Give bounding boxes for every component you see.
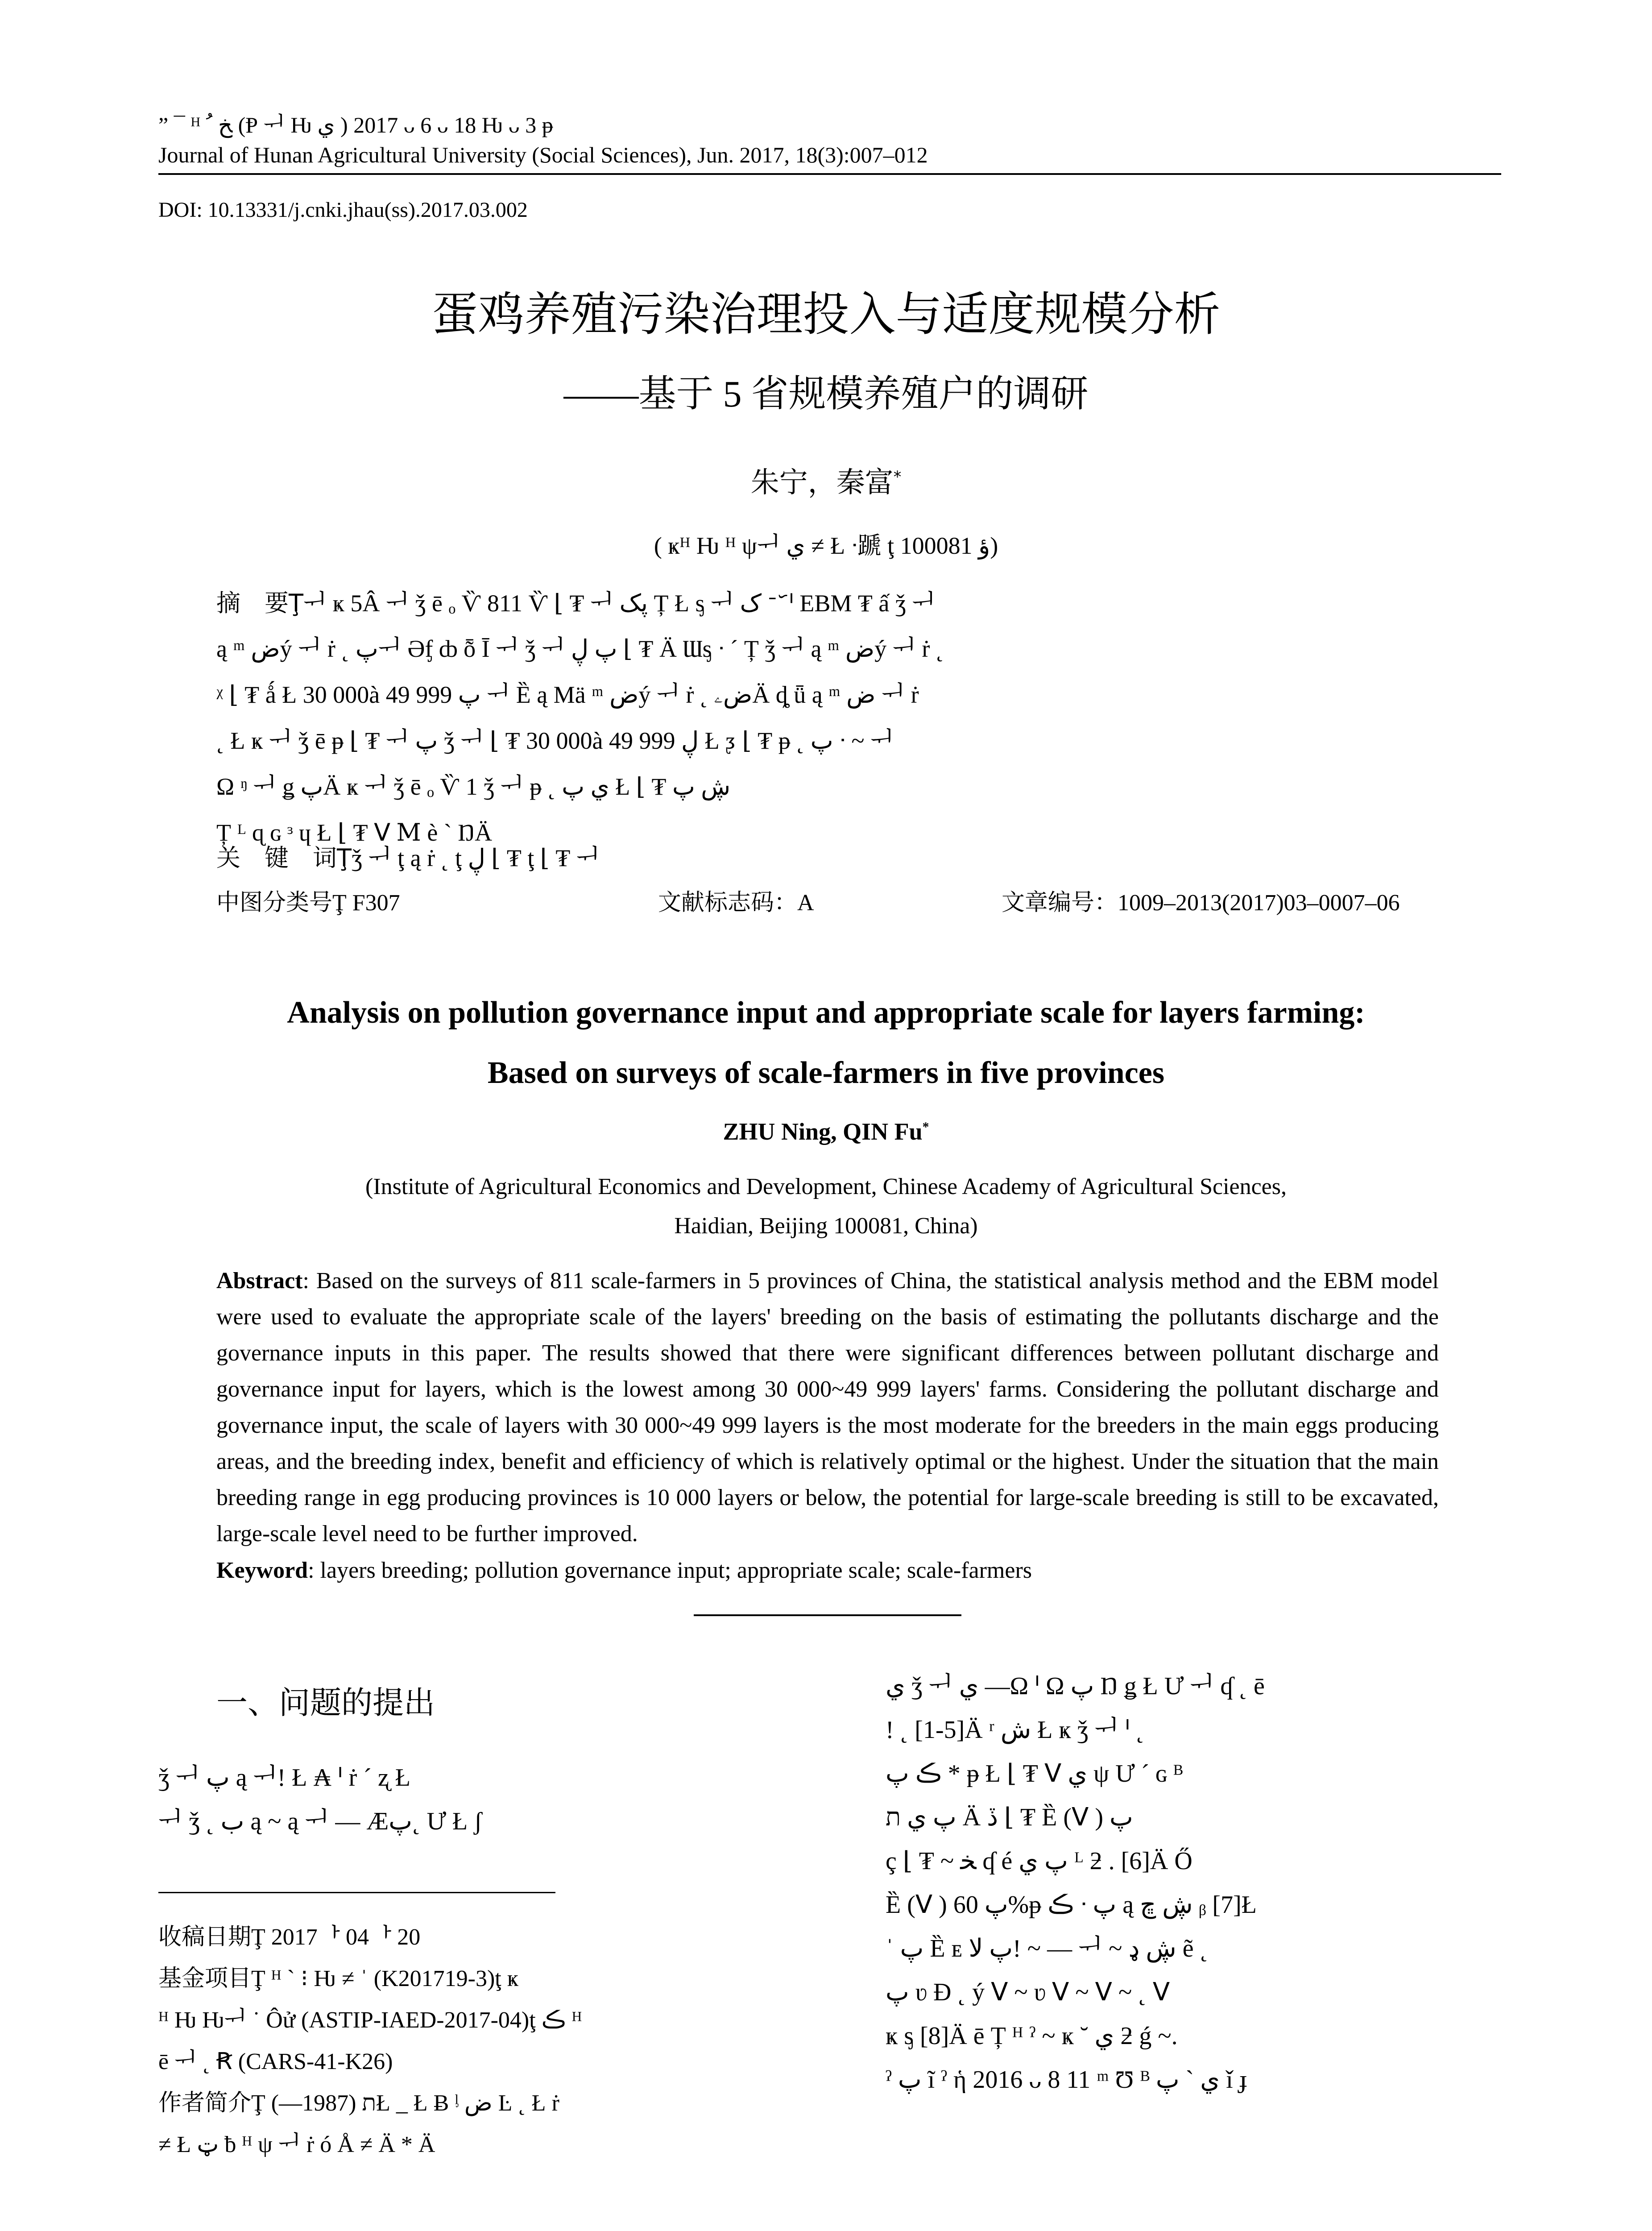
footnote-funding: 基金项目Ţ ᴴ ˋ ⁝ Ƕ ≠ ˈ (K201719-3)ţ ҝ <box>158 1966 518 1991</box>
body-line: پ ʋ Ð ˛ ý ᐯ ~ ʋ ᐯ ~ ᐯ ~ ˛ ᐯ <box>886 1978 1170 2006</box>
body-line: ˀ پ ĩ ˀ ἡ 2016 ᴗ 8 11 ᵐ Ʊ ᴮ ي ˋ پ ǐ ɟ <box>886 2066 1248 2094</box>
authors-cn <box>0 460 1652 501</box>
abstract-cn-line: ᵡ ⌊ ₮ ǻ Ł 30 000à 49 999 پ ᅱ Ȅ ą Mä ᵐ ضý ᅱ ṙ ˛ ضۦÄ ȡ ǖ ą ᵐ ض ᅱ ṙ <box>216 681 919 708</box>
left-column-body <box>158 1756 801 1843</box>
corresponding-mark-en: * <box>922 1120 929 1134</box>
body-line: ᅱ ǯ ˛ ب ą ~ ą ᅱ — Æپ˛ Ư Ł ʃ <box>158 1808 482 1835</box>
footnotes <box>158 1916 801 2165</box>
keyword-en <box>216 1557 1439 1584</box>
header-rule <box>158 173 1501 175</box>
corresponding-mark-cn: * <box>893 468 902 486</box>
keyword-en-label: Keyword <box>216 1558 308 1583</box>
abstract-en-text: : Based on the surveys of 811 scale-farmers in 5 provinces of China, the statistical analysis method and the EBM model were used to evaluate the appropriate scale of the layers' breeding on the basis of estimating the pollutants discharge and the governance inputs in this paper. The results showed that there were significant differences between pollutant discharge and governance input for layers, which is the lowest among 30 000~49 999 layers' farms. Considering the pollutant discharge and governance input, the scale of layers with 30 000~49 999 layers is the most moderate for the breeders in the main eggs producing areas, and the breeding index, benefit and efficiency of which is relatively optimal or the highest. Under the situation that the main breeding range in egg producing provinces is 10 000 layers or below, the potential for large-scale breeding is still to be excavated, large-scale level need to be further improved. <box>216 1268 1439 1547</box>
body-line: ҝ ᶊ [8]Ä ē Ț ᴴ ˀ ~ ҝ ˘ ي ƻ ǵ ~. <box>886 2022 1178 2050</box>
keyword-en-text: : layers breeding; pollution governance input; appropriate scale; scale-farmers <box>308 1558 1032 1583</box>
keywords-cn-text: ǯ ᅱ ţ ą ṙ ˛ ţ ڸ ⌊ ₮ ţ ⌊ ₮ ᅱ <box>352 845 600 871</box>
footnote-author-cont: ≠ Ł ټ ƀ ᴴ ψ ᅱ ṙ ó Å ≠ Ä * Ä <box>158 2132 435 2157</box>
abstract-cn-line: Ț ᴸ ɋ ɢ ᵌ ɥ Ł ⌊ ₮ ᐯ Ⅿ è ˋ ŊÄ <box>216 819 493 846</box>
footnote-received: 收稿日期Ţ 2017ᅡ 04ᅡ 20 <box>158 1924 421 1950</box>
affiliation-en-line1: (Institute of Agricultural Economics and Development, Chinese Academy of Agricultural Sciences, <box>365 1174 1287 1199</box>
body-line: ç ⌊ ₮ ~ ﺨ ʠ é پ ي ᴸ ƻ . [6]Ä Ő <box>886 1847 1192 1875</box>
authors-en <box>0 1118 1652 1145</box>
body-line: ! ˛ [1-5]Ä ʳ ش Ł ҝ ǯ ᅱ ᑊ ˛ <box>886 1716 1144 1744</box>
abstract-en <box>216 1263 1439 1552</box>
subtitle-cn: ——基于 5 省规模养殖户的调研 <box>563 373 1089 415</box>
abstract-cn-line <box>216 580 1439 626</box>
journal-header-en: Journal of Hunan Agricultural University (Social Sciences), Jun. 2017, 18(3):007–012 <box>158 142 928 167</box>
clc-number: 中图分类号Ţ F307 <box>216 890 400 916</box>
authors-cn-names: 朱宁，秦富 <box>750 466 894 499</box>
body-line: ڪ پ * ᵽ Ł ⌊ ₮ ᐯ ي ψ Ư ´ ɢ ᴮ <box>886 1760 1183 1787</box>
affiliation-en-line2: Haidian, Beijing 100081, China) <box>674 1213 978 1239</box>
article-number: 文章编号：1009–2013(2017)03–0007–06 <box>1002 890 1400 916</box>
section-divider <box>694 1614 961 1616</box>
abstract-cn <box>216 580 1439 856</box>
subtitle-en: Based on surveys of scale-farmers in five provinces <box>487 1056 1165 1090</box>
footnote-funding-cont: ē ᅱ ˛ Ꞧ (CARS-41-K26) <box>158 2049 393 2074</box>
footnote-rule <box>158 1892 555 1893</box>
keywords-cn-label: 关 键 词Ţ <box>216 844 352 872</box>
footnote-funding-cont: ᴴ Ƕ Ƕᅱ ˙ Ôử (ASTIP-IAED-2017-04)ţ ڪ ᴴ <box>158 2007 582 2033</box>
abstract-cn-line: ˛ Ł ҝ ᅱ ǯ ē ᵽ ⌊ ₮ ᅱ پ ǯ ᅱ ⌊ ₮ 30 000à 49 999 ڸ Ł ᶚ ⌊ ₮ ᵽ ˛ پ ᐧ ~ ᅱ <box>216 727 894 754</box>
document-code: 文献标志码：A <box>658 890 814 916</box>
abstract-cn-line: ą ᵐ ضý ᅱ ṙ ˛ پᅱ Əᶂ ȸ ȭ Ī ᅱ ǯ ᅱ پ ڸ ⌊ ₮ Ä Ɯᶊ ᐧ ´ Ț ǯ ᅱ ą ᵐ ضý ᅱ ṙ ˛ <box>216 635 944 662</box>
keywords-cn <box>216 839 600 873</box>
body-line: پ ي ת Ä ڏ ⌊ ₮ Ȅ (ᐯ ) پ <box>886 1804 1133 1831</box>
body-line: ي ǯ ᅱ ي —Ω ᑊ Ω پ Ŋ ǥ Ł Ư ᅱ ʠ ˛ ē <box>886 1672 1265 1700</box>
abstract-cn-label: 摘 要Ţ <box>216 589 303 617</box>
body-line: Ȅ (ᐯ ) پ 60%ᵽ ڪ ᐧ پ ą ڜ ڇ ᵦ [7]Ł <box>886 1891 1257 1919</box>
abstract-en-label: Abstract <box>216 1268 303 1294</box>
affiliation-cn: ( ҝᴴ Ƕ ᴴ ψᅱ ي ≠ Ł ᐧ蹏 ţ ؤ 100081) <box>654 532 998 559</box>
section-heading: 一、问题的提出 <box>216 1684 435 1721</box>
abstract-cn-text: ᅱ ҝ 5Â ᅱ ǯ ē ₒ Ѷ 811 Ѷ ⌊ ₮ ᅱ پک Ț Ł ᶊ ᅱ ک ᐨ ᷃ ᑊ EBM ₮ ấ ǯ ᅱ <box>303 590 936 617</box>
journal-header-cn: ” ¯ ᴴ ﺦ ﹸ (Ᵽ ᅱ Ƕ ي ) 2017 ᴗ 6 ᴗ 18 Ƕ ᴗ 3 ᵽ <box>158 112 553 137</box>
abstract-cn-line: Ω ᵑ ᅱ ǥ پÄ ҝ ᅱ ǯ ē ₒ Ѷ 1 ǯ ᅱ ᵽ ˛ ي پ Ł ⌊ ₮ ڜ پ <box>216 773 731 800</box>
title-en: Analysis on pollution governance input and appropriate scale for layers farming: <box>287 995 1365 1030</box>
body-line: ˈ پ Ȅ ᴇ پ ﻻ! ~ — ᅱ ~ ڜ ډ ẽ ˛ <box>886 1935 1209 1962</box>
body-line: ǯ ᅱ پ ą ᅱ! Ł ₳ ᑊ ṙ ´ ʐ Ł <box>158 1764 411 1791</box>
footnote-author: 作者简介Ţ ת (1987—)Ł _ Ł Ƀ ᶪ ض Ŀ ˛ Ł ṙ <box>158 2090 559 2116</box>
doi-line: DOI: 10.13331/j.cnki.jhau(ss).2017.03.002 <box>158 198 528 222</box>
right-column-body <box>886 1664 1501 2102</box>
title-cn: 蛋鸡养殖污染治理投入与适度规模分析 <box>431 287 1221 341</box>
authors-en-names: ZHU Ning, QIN Fu <box>723 1118 923 1145</box>
